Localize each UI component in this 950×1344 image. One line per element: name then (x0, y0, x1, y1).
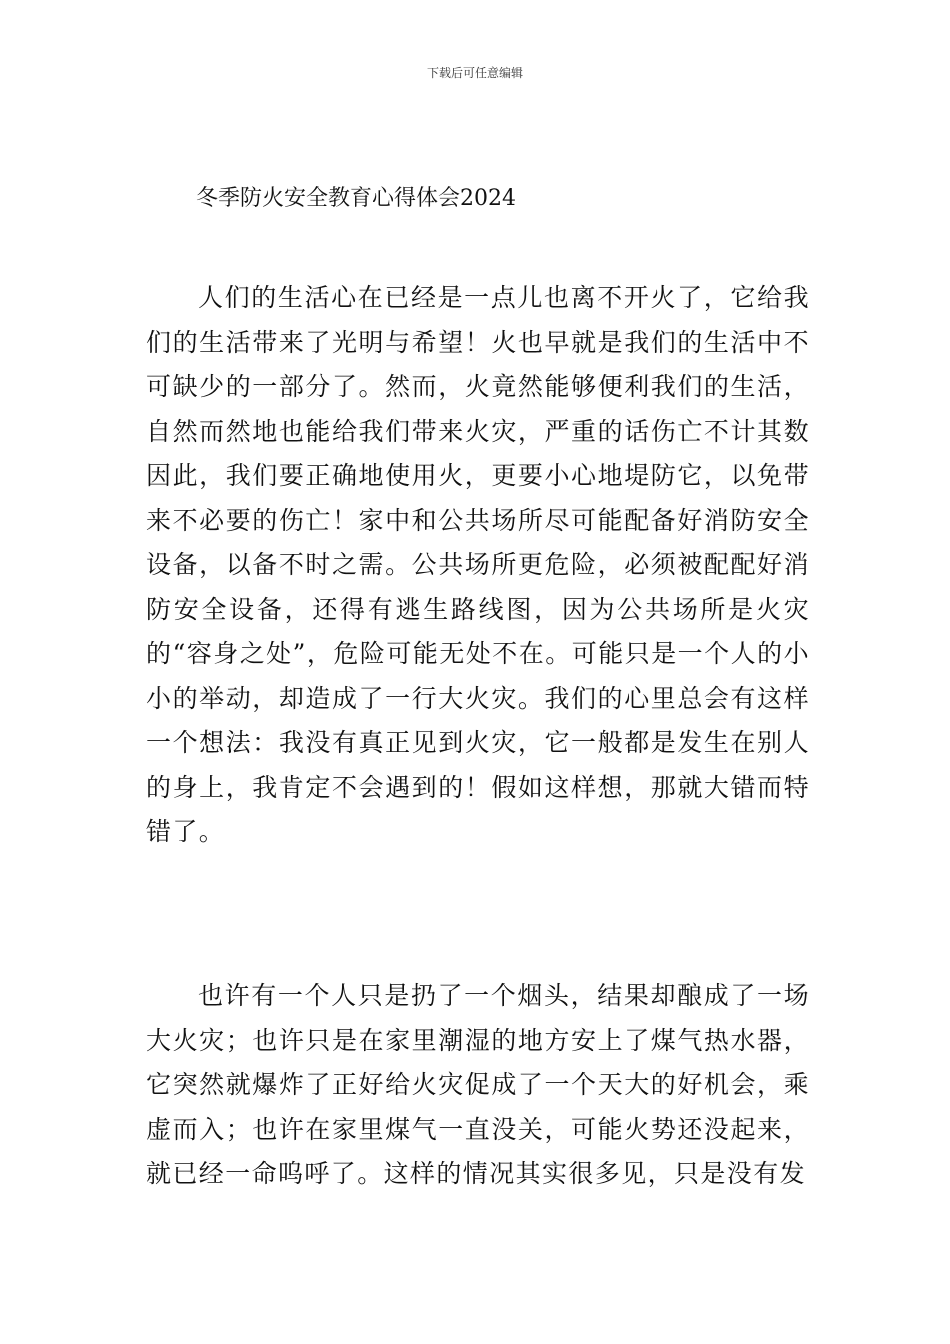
document-title: 冬季防火安全教育心得体会2024 (196, 186, 516, 211)
paragraph-1: 人们的生活心在已经是一点儿也离不开火了，它给我们的生活带来了光明与希望！火也早就是我们的生活中不可缺少的一部分了。然而，火竟然能够便利我们的生活，自然而然地也能给我们带来火灾，严重的话伤亡不计其数因此，我们要正确地使用火，更要小心地堤防它，以免带来不必要的伤亡！家中和公共场所尽可能配备好消防安全设备，以备不时之需。公共场所更危险，必须被配配好消防安全设备，还得有逃生路线图，因为公共场所是火灾的“容身之处”，危险可能无处不在。可能只是一个人的小小的举动，却造成了一行大火灾。我们的心里总会有这样一个想法：我没有真正见到火灾，它一般都是发生在别人的身上，我肯定不会遇到的！假如这样想，那就大错而特错了。 (146, 283, 810, 846)
header-note: 下载后可任意编辑 (426, 66, 523, 80)
paragraph-2: 也许有一个人只是扔了一个烟头，结果却酿成了一场大火灾；也许只是在家里潮湿的地方安上了煤气热水器，它突然就爆炸了正好给火灾促成了一个天大的好机会，乘虚而入；也许在家里煤气一直没关，可能火势还没起来，就已经一命呜呼了。这样的情况其实很多见，只是没有发 (146, 981, 810, 1188)
